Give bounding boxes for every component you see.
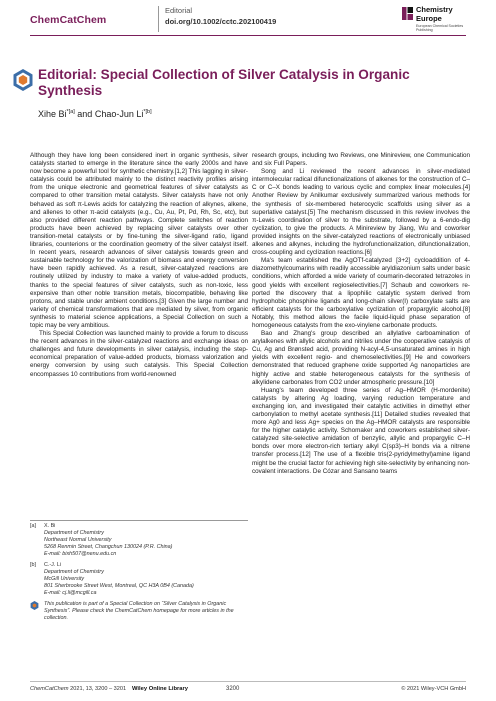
collection-note: This publication is part of a Special Collection on “Silver Catalysis in Organic Synthesis”. Please check the ChemCatChem homepage for more articles in the collection. <box>44 601 234 621</box>
affiliation-b-address: 801 Sherbrooke Street West, Montreal, QC H3A 0B4 (Canada) <box>44 583 194 589</box>
affiliation-b-email[interactable]: E-mail: cj.li@mcgill.ca <box>44 590 97 596</box>
doi-link[interactable]: doi.org/10.1002/cctc.202100419 <box>165 17 277 26</box>
editorial-badge-icon <box>12 69 34 91</box>
affiliation-divider <box>30 520 248 521</box>
affiliation-b-name: C.-J. Li <box>44 562 62 568</box>
author-list <box>38 109 152 119</box>
body-paragraph: Song and Li reviewed the recent advances in silver-mediated intermolecular radical difunctionalizations of alkenes for the construction of C–C or C–X bonds leading to various cyclic and complex linear molecules.[4] Another Review by Anilkumar exclusively summarized various methods for the synthesis of six-membered heterocyclic scaffolds using silver as a superlative catalyst.[5] The mechanism discussed in this review involves the π-Lewis coordination of silver to the substrate, followed by a 6-endo-dig cyclization, to give the products. A Minireview by Jiang, Wu and coworker provided insights on the silver-catalyzed reactions of electronically unbiased alkenes and alkynes, including the hydrofunctionalization, difunctionalization, cross-coupling and cyclization reactions.[6] <box>252 168 470 257</box>
affiliation-a-name: X. Bi <box>44 523 56 529</box>
affiliation-b-tag: [b] <box>30 562 36 568</box>
article-title: Editorial: Special Collection of Silver Catalysis in Organic Synthesis <box>38 67 410 98</box>
affiliation-a-address: 5268 Renmin Street, Changchun 130024 (P.R. China) <box>44 544 173 550</box>
journal-name[interactable]: ChemCatChem <box>30 14 107 26</box>
affiliation-b-dept: Department of Chemistry <box>44 569 104 575</box>
footer-page-number: 3200 <box>226 686 240 692</box>
body-paragraph: Bao and Zhang's group described an allylative carboamination of arylalkenes with allylic alcohols and nitriles under the cooperative catalysis of Cu, Ag and Brønsted acid, providing N-acyl-4,5-unsaturated amines in high yields with excellent regio- and chemoselectivities.[9] He and coworkers demonstrated that reduced graphene oxide supported Ag nanoparticles are highly active and stable heterogeneous catalysts for the synthesis of alkylidene carbonates from CO2 under atmospheric pressure.[10] <box>252 330 470 386</box>
affiliation-a-dept: Department of Chemistry <box>44 530 104 536</box>
right-column <box>252 152 470 476</box>
chemistry-europe-logo-icon <box>402 7 413 20</box>
body-paragraph: Ma's team established the AgOTf-catalyzed [3+2] cycloaddition of 4-diazomethylcoumarins with readily accessible aryldiazonium salts under basic conditions, which afforded a wide variety of coumarin-decorated tetrazoles in good yields with excellent regioselectivities.[7] Schaub and coworkers reported the discovery that a lipophilic catalytic system derived from hydrophobic phosphine ligands and long-chain silver(I) carboxylate salts are efficient catalysts for the carboxylative cyclization of propargylic alcohol.[8] Notably, this method allows the facile liquid-liquid phase separation of homogeneous catalysts from the exo-vinylene carbonate products. <box>252 257 470 329</box>
article-type: Editorial <box>165 6 193 15</box>
affiliation-a-email[interactable]: E-mail: bixh507@nenu.edu.cn <box>44 551 117 557</box>
footer-rule <box>30 681 466 682</box>
author-1-mark: *[a] <box>66 109 75 115</box>
footer-cite: 2021, 13, 3200 – 3201 <box>68 686 127 692</box>
author-2-mark: *[b] <box>143 109 152 115</box>
logo-line-2: Europe <box>416 14 442 23</box>
left-column <box>30 152 248 379</box>
header-rule <box>30 35 466 36</box>
affiliation-a-tag: [a] <box>30 523 36 529</box>
author-2[interactable]: Chao-Jun Li <box>94 109 144 119</box>
logo-line-3: European Chemical Societies Publishing <box>416 24 464 32</box>
footer-journal: ChemCatChem <box>30 686 69 692</box>
footer-wiley-link[interactable]: Wiley Online Library <box>132 686 188 692</box>
author-1[interactable]: Xihe Bi <box>38 109 67 119</box>
body-paragraph: Huang's team developed three series of Ag–HMOR (H-mordenite) catalysts by altering Ag loading, varying reduction temperature and exchanging ion, and investigated their catalytic activities in dimethyl ether carbonylation to methyl acetate synthesis.[11] Detailed studies revealed that more Ag0 and less Ag+ species on the Ag–HMOR catalysts are responsible for the higher catalytic activity. Schomaker and coworkers established silver-catalyzed site-selective amidation of benzylic, allylic and propargylic C–H bonds over more electron-rich tertiary alkyl C(sp3)–H bonds via a nitrene transfer process.[12] The use of a flexible tris(2-pyridylmethyl)amine ligand might be the crucial factor for achieving high site-selectivity by enhancing non-covalent interactions. De Cózar and Sansano teams <box>252 386 470 475</box>
footer-copyright: © 2021 Wiley-VCH GmbH <box>401 686 466 692</box>
logo-line-1: Chemistry <box>416 5 453 14</box>
body-paragraph: research groups, including two Reviews, one Minireview, one Communication and six Full Papers. <box>252 152 470 168</box>
page-header <box>0 0 496 38</box>
affiliation-a-univ: Northeast Normal University <box>44 537 112 543</box>
body-paragraph: Although they have long been considered inert in organic synthesis, silver catalysts started to emerge in the literature since the early 2000s and have now become a powerful tool for synthetic chemistry.[1,2] This lagging in silver-catalysis could be attributed mainly to the distinct reactivity profiles arising from the unique electronic and geometrical features of silver catalysts as compared to other transition metal catalysts. Silver catalysts have not only behaved as soft π-Lewis acids for catalyzing the reaction of alkynes, alkene, and allenes to other π-acid catalysts (e.g., Cu, Au, Pt, Pd, Rh, Sc, etc), but also provided different reaction pathways. Complete switches of reaction products have been achieved by replacing silver catalysts over other transition-metal catalysts or by fine-tuning the silver-ligand ratio, ligand libraries, counterions or the coordination geometry of the silver catalyst itself. In recent years, research advances of silver catalysis towards green and sustainable technology for the valorization of biomass and energy conversion have been rapidly achieved. As a result, silver-catalyzed reactions are routinely utilized by industry to make a variety of value-added products, thanks to the special features of silver catalysts, such as non-toxic, less expensive than other noble transition metals, biocompatible, behaving like protons, and stable under ambient conditions.[3] Given the large number and variety of chemical transformations that are mediated by silver, from organic synthesis to material science applications, a Special Collection on such a topic may be very ambitious. <box>30 152 248 329</box>
footer-citation <box>30 686 126 692</box>
collection-note-icon <box>30 601 39 610</box>
body-paragraph: This Special Collection was launched mainly to provide a forum to discuss the recent advances in the silver-catalyzed reactions and exchange ideas on challenges and future developments in silver catalysis, including the step-economical preparation of value-added products, biomass valorization and energy conversion by using such catalysis. This Special Collection encompasses 10 contributions from world-renowned <box>30 330 248 378</box>
affiliations <box>30 523 248 622</box>
chemistry-europe-logo[interactable] <box>402 4 472 34</box>
affiliation-b-univ: McGill University <box>44 576 85 582</box>
author-conjunction: and <box>74 109 95 119</box>
header-divider <box>158 6 159 32</box>
